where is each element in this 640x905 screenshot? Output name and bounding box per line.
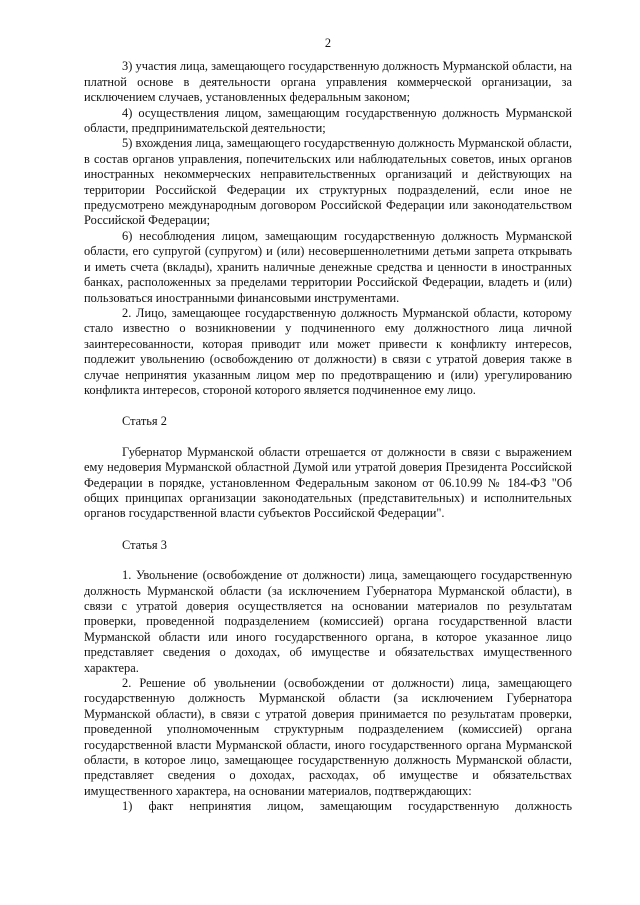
article-2-heading: Статья 2 [122, 414, 167, 429]
article-3-part-2: 2. Решение об увольнении (освобождении от должности) лица, замещающего государственную должность Мурманской области (за исключением Губернатора Мурманской области), в связи с утратой доверия принимается по результатам проверки, проведенной уполномоченным структурным подразделением (комиссией) органа государственной власти Мурманской области, иного государственного органа Мурманской области, в которое лицо, замещающее государственную должность Мурманской области, представляет сведения о доходах, расходах, об имуществе и обязательствах имущественного характера, на основании материалов, подтверждающих: [84, 676, 572, 798]
document-page [84, 36, 572, 815]
article-3-item-1: 1) факт непринятия лицом, замещающим государственную должность [122, 799, 572, 814]
paragraph-item-6: 6) несоблюдения лицом, замещающим государственную должность Мурманской области, его супругой (супругом) и (или) несовершеннолетними детьми запрета открывать и иметь счета (вклады), хранить наличные денежные средства и ценности в иностранных банках, расположенных за пределами территории Российской Федерации, владеть и (или) пользоваться иностранными финансовыми инструментами. [84, 228, 572, 305]
article-3-heading: Статья 3 [122, 537, 167, 552]
paragraph-part-2: 2. Лицо, замещающее государственную должность Мурманской области, которому стало известно о возникновении у подчиненного ему должностного лица личной заинтересованности, которая приводит или может привести к конфликту интересов, подлежит увольнению (освобождению от должности) в связи с утратой доверия также в случае непринятия указанным лицом мер по предотвращению и (или) урегулированию конфликта интересов, стороной которого является подчиненное ему лицо. [84, 305, 572, 397]
paragraph-item-5: 5) вхождения лица, замещающего государственную должность Мурманской области, в состав органов управления, попечительских или наблюдательных советов, иных органов иностранных некоммерческих неправительственных организаций и действующих на территории Российской Федерации их структурных подразделений, если иное не предусмотрено международным договором Российской Федерации или законодательством Российской Федерации; [84, 136, 572, 228]
paragraph-item-4: 4) осуществления лицом, замещающим государственную должность Мурманской области, предпринимательской деятельности; [84, 105, 572, 136]
page-number: 2 [324, 36, 332, 50]
article-3-part-1: 1. Увольнение (освобождение от должности) лица, замещающего государственную должность Мурманской области (за исключением Губернатора Мурманской области), в связи с утратой доверия осуществляется на основании материалов по результатам проверки, проведенной подразделением (комиссией) органа государственной власти Мурманской области или иного государственного органа, в которое указанное лицо представляет сведения о доходах, об имуществе и обязательствах имущественного характера. [84, 568, 572, 675]
article-2-paragraph: Губернатор Мурманской области отрешается от должности в связи с выражением ему недоверия Мурманской областной Думой или утратой доверия Президента Российской Федерации в порядке, установленном Федеральным законом от 06.10.99 № 184-ФЗ "Об общих принципах организации законодательных (представительных) и исполнительных органов государственной власти субъектов Российской Федерации". [84, 444, 572, 521]
paragraph-item-3: 3) участия лица, замещающего государственную должность Мурманской области, на платной основе в деятельности органа управления коммерческой организации, за исключением случаев, установленных федеральным законом; [84, 59, 572, 105]
